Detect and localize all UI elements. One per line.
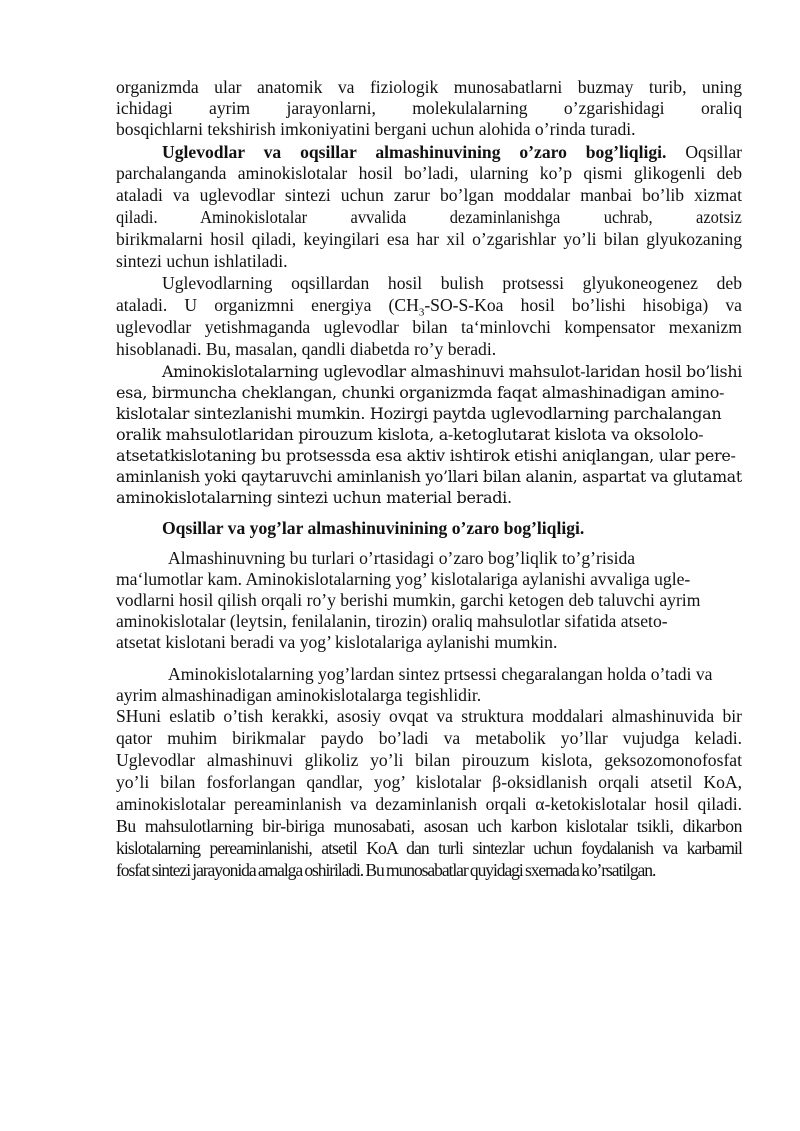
paragraph-line: esa, birmuncha cheklangan, chunki organizmda faqat almashinadigan amino- [116,383,725,402]
paragraph-line: sintezi uchun ishlatiladi. [116,251,288,271]
paragraph-line: bosqichlarni tekshirish imkoniyatini bergani uchun alohida o’rinda turadi. [116,119,636,139]
section-heading: Oqsillar va yog’lar almashinuvinining o’zaro bog’liqligi. [162,518,585,538]
paragraph-line: Uglevodlarning oqsillardan hosil bulish protsessi glyukoneogenez deb [162,273,742,293]
paragraph-line: atsetatkislotaning bu protsessda esa aktiv ishtirok etishi aniqlangan, ular pere- [116,446,736,465]
paragraph-line: vodlarni hosil qilish orqali ro’y berishi mumkin, garchi ketogen deb taluvchi ayrim [116,590,701,610]
paragraph-line: parchalanganda aminokislotalar hosil bo’ladi, ularning ko’p qismi glikogenli deb [116,163,742,183]
paragraph-line: Almashinuvning bu turlari o’rtasidagi o’zaro bog’liqlik to’g’risida [168,548,636,568]
paragraph-line: Bu mahsulotlarning bir-biriga munosabati, asosan uch karbon kislotalar tsikli, dikarbon [116,816,742,836]
paragraph-text: -SO-S-Koa hosil bo’lishi hisobiga) va [424,295,742,315]
paragraph-line: ayrim almashinadigan aminokislotalarga tegishlidir. [116,685,482,705]
paragraph-line: kislotalar sintezlanishi mumkin. Hozirgi paytda uglevodlarning parchalangan [116,404,722,423]
paragraph-text: Oqsillar [685,142,742,162]
paragraph-line: yo’li bilan fosforlangan qandlar, yog’ kislotalar β-oksidlanish orqali atsetil KoA, [116,772,742,792]
paragraph-line: qiladi. Aminokislotalar avvalida dezaminlanishga uchrab, azotsiz [116,207,742,227]
paragraph-line: aminokislotalarning sintezi uchun material beradi. [116,488,512,507]
subscript: 3 [418,306,425,319]
paragraph-line: Aminokislotalarning uglevodlar almashinuvi mahsulot-laridan hosil bo’lishi [162,362,743,381]
paragraph-line: aminokislotalar (leytsin, fenilalanin, tirozin) oraliq mahsulotlar sifatida atseto- [116,611,668,631]
paragraph-line: kislotalarning pereaminlanishi, atsetil KoA dan turli sintezlar uchun foydalanish va karbamil [116,838,742,858]
paragraph-line: birikmalarni hosil qiladi, keyingilari esa har xil o’zgarishlar yo’li bilan glyukozaning [116,229,742,249]
section-heading: Uglevodlar va oqsillar almashinuvining o’zaro bog’liqligi. [162,142,667,162]
paragraph-line [162,142,742,163]
paragraph-line: ichidagi ayrim jarayonlarni, molekulalarning o’zgarishidagi oraliq [116,98,742,118]
paragraph-line: Uglevodlar almashinuvi glikoliz yo’li bilan pirouzum kislota, geksozomonofosfat [116,750,742,770]
paragraph-text: ataladi. U organizmni energiya (CH [116,295,419,315]
paragraph-line: ataladi va uglevodlar sintezi uchun zarur bo’lgan moddalar manbai bo’lib xizmat [116,185,742,205]
paragraph-line: oralik mahsulotlaridan pirouzum kislota, a-ketoglutarat kislota va oksololo- [116,425,704,444]
paragraph-line: ma‘lumotlar kam. Aminokislotalarning yog’ kislotalariga aylanishi avvaliga ugle- [116,569,691,589]
paragraph-line: SHuni eslatib o’tish kerakki, asosiy ovqat va struktura moddalari almashinuvida bir [116,706,742,726]
paragraph-line: uglevodlar yetishmaganda uglevodlar bilan ta‘minlovchi kompensator mexanizm [116,317,742,337]
paragraph-line: fosfat sintezi jarayonida amalga oshiriladi. Bu munosabatlar quyidagi sxemada ko’rsatilgan. [116,860,656,880]
paragraph-line: qator muhim birikmalar paydo bo’ladi va metabolik yo’llar vujudga keladi. [116,728,742,748]
paragraph-line: atsetat kislotani beradi va yog’ kislotalariga aylanishi mumkin. [116,632,558,652]
paragraph-line: aminlanish yoki qaytaruvchi aminlanish yo’llari bilan alanin, aspartat va glutamat [116,467,742,486]
paragraph-line: organizmda ular anatomik va fiziologik munosabatlarni buzmay turib, uning [116,77,742,97]
paragraph-line: Aminokislotalarning yog’lardan sintez prtsessi chegaralangan holda o’tadi va [168,664,713,684]
paragraph-line: aminokislotalar pereaminlanish va dezaminlanish orqali α-ketokislotalar hosil qiladi. [116,794,742,814]
paragraph-line: hisoblanadi. Bu, masalan, qandli diabetda ro’y beradi. [116,339,497,359]
